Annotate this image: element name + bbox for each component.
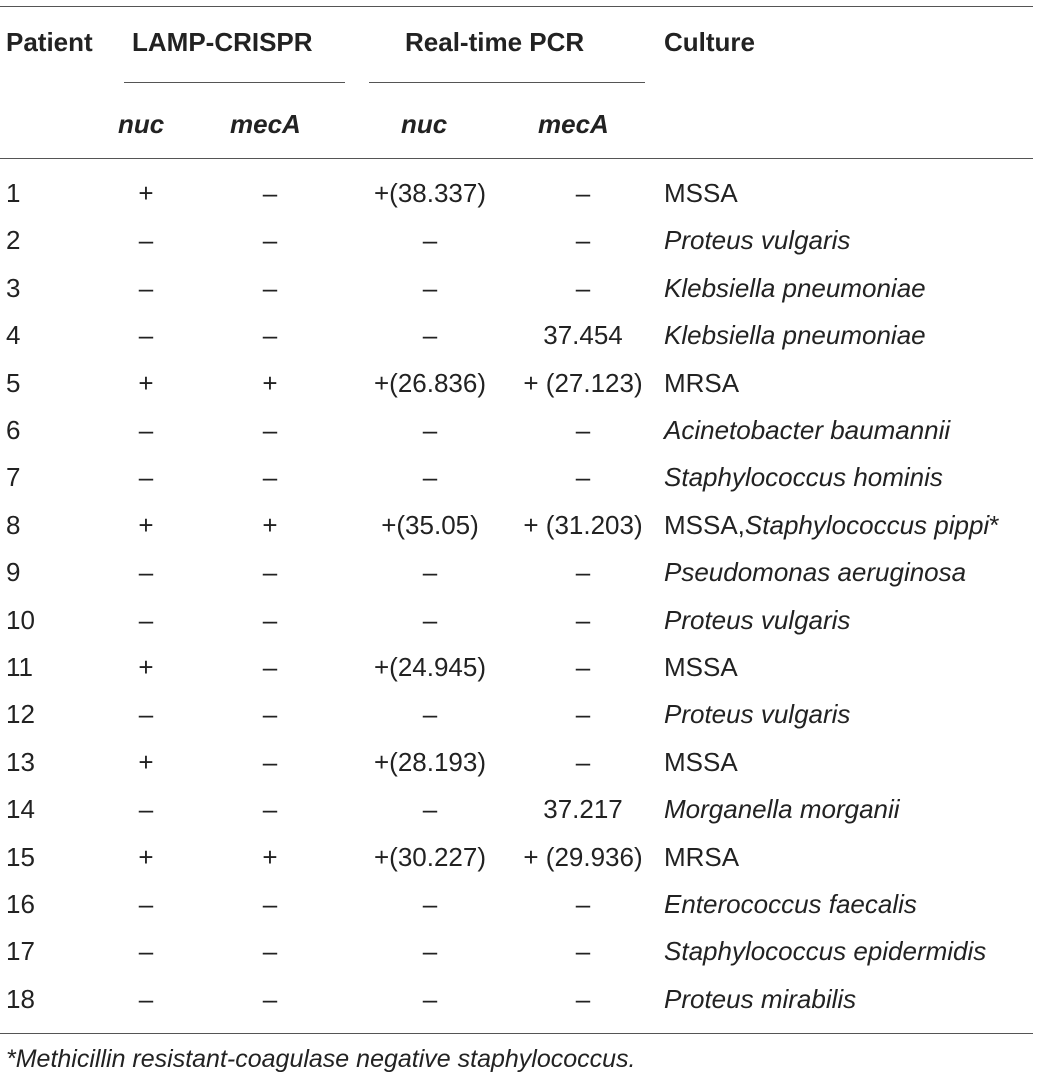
cell-patient: 16 (6, 889, 35, 919)
cell-pcr-meca: + (31.203) (523, 510, 643, 540)
table-row (0, 170, 1039, 217)
table-row (0, 502, 1039, 549)
culture-name: Proteus vulgaris (664, 699, 851, 729)
cell-culture (664, 928, 986, 975)
culture-name: Proteus vulgaris (664, 225, 851, 255)
cell-culture (664, 691, 850, 738)
culture-suffix: * (989, 510, 1000, 540)
footnote: *Methicillin resistant-coagulase negative staphylococcus. (6, 1045, 636, 1073)
culture-prefix: MSSA, (664, 510, 745, 540)
cell-lamp-meca: + (262, 842, 278, 872)
cell-lamp-nuc: – (138, 699, 154, 729)
cell-culture (664, 976, 856, 1023)
cell-lamp-nuc: – (138, 320, 154, 350)
cell-lamp-meca: – (262, 699, 278, 729)
cell-culture (664, 312, 926, 359)
culture-name: MSSA (664, 652, 738, 682)
cell-lamp-nuc: + (138, 178, 154, 208)
cell-pcr-nuc: – (422, 273, 438, 303)
culture-name: Enterococcus faecalis (664, 889, 917, 919)
cell-lamp-meca: – (262, 462, 278, 492)
header-rule (0, 158, 1033, 159)
cell-patient: 14 (6, 794, 35, 824)
cell-patient: 1 (6, 178, 21, 208)
cell-pcr-nuc: – (422, 462, 438, 492)
cell-lamp-meca: – (262, 273, 278, 303)
cell-culture (664, 549, 966, 596)
cell-lamp-meca: – (262, 984, 278, 1014)
subheader-pcr-meca: mecA (538, 109, 609, 139)
cell-culture (664, 217, 850, 264)
cell-lamp-nuc: + (138, 510, 154, 540)
cell-pcr-nuc: – (422, 557, 438, 587)
cell-pcr-nuc: +(30.227) (373, 842, 487, 872)
table-row (0, 881, 1039, 928)
top-rule (0, 6, 1033, 7)
cell-lamp-nuc: – (138, 273, 154, 303)
cell-lamp-meca: – (262, 415, 278, 445)
culture-name: MRSA (664, 842, 740, 872)
cell-patient: 8 (6, 510, 21, 540)
cell-pcr-meca: – (575, 462, 591, 492)
cell-lamp-nuc: + (138, 842, 154, 872)
culture-name: Klebsiella pneumoniae (664, 320, 926, 350)
cell-pcr-meca: – (575, 605, 591, 635)
cell-lamp-nuc: – (138, 557, 154, 587)
bottom-rule (0, 1033, 1033, 1034)
table-row (0, 265, 1039, 312)
cell-patient: 17 (6, 936, 35, 966)
cell-lamp-nuc: – (138, 984, 154, 1014)
cell-pcr-meca: – (575, 936, 591, 966)
table-row (0, 786, 1039, 833)
table-row (0, 360, 1039, 407)
table-row (0, 834, 1039, 881)
table-row (0, 928, 1039, 975)
cell-patient: 13 (6, 747, 35, 777)
subheader-lamp-nuc: nuc (118, 109, 165, 139)
cell-lamp-nuc: – (138, 889, 154, 919)
table-row (0, 407, 1039, 454)
culture-name: Staphylococcus epidermidis (664, 936, 987, 966)
cell-pcr-nuc: – (422, 605, 438, 635)
cell-culture (664, 597, 850, 644)
culture-name: Pseudomonas aeruginosa (664, 557, 967, 587)
table-row (0, 976, 1039, 1023)
culture-name: Morganella morganii (664, 794, 900, 824)
cell-culture (664, 407, 950, 454)
culture-name: MSSA (664, 178, 738, 208)
header-patient: Patient (6, 27, 93, 57)
real-time-pcr-underline (369, 82, 645, 83)
table-row (0, 217, 1039, 264)
cell-pcr-meca: – (575, 747, 591, 777)
cell-pcr-meca: – (575, 178, 591, 208)
cell-patient: 12 (6, 699, 35, 729)
cell-pcr-nuc: – (422, 415, 438, 445)
cell-lamp-nuc: + (138, 747, 154, 777)
cell-pcr-nuc: +(28.193) (373, 747, 487, 777)
cell-pcr-meca: – (575, 652, 591, 682)
culture-name: MRSA (664, 368, 740, 398)
header-culture: Culture (664, 27, 755, 57)
cell-pcr-meca: – (575, 889, 591, 919)
cell-pcr-meca: + (29.936) (523, 842, 643, 872)
cell-patient: 3 (6, 273, 21, 303)
cell-patient: 10 (6, 605, 35, 635)
cell-pcr-nuc: – (422, 936, 438, 966)
cell-culture (664, 881, 917, 928)
cell-pcr-nuc: – (422, 984, 438, 1014)
cell-pcr-nuc: – (422, 320, 438, 350)
cell-pcr-nuc: – (422, 225, 438, 255)
subheader-lamp-meca: mecA (230, 109, 301, 139)
cell-lamp-meca: + (262, 510, 278, 540)
cell-lamp-meca: – (262, 225, 278, 255)
table-row (0, 549, 1039, 596)
cell-culture (664, 502, 999, 549)
cell-pcr-meca: 37.217 (543, 794, 623, 824)
cell-culture (664, 265, 926, 312)
cell-pcr-nuc: +(35.05) (381, 510, 479, 540)
cell-pcr-nuc: – (422, 889, 438, 919)
cell-lamp-meca: – (262, 178, 278, 208)
table-row (0, 597, 1039, 644)
table-row (0, 644, 1039, 691)
cell-lamp-nuc: – (138, 794, 154, 824)
cell-lamp-meca: – (262, 557, 278, 587)
cell-patient: 2 (6, 225, 21, 255)
cell-pcr-meca: – (575, 273, 591, 303)
cell-pcr-nuc: – (422, 699, 438, 729)
cell-pcr-nuc: +(24.945) (373, 652, 487, 682)
cell-culture (664, 360, 739, 407)
cell-culture (664, 786, 900, 833)
table-row (0, 691, 1039, 738)
cell-culture (664, 644, 738, 691)
cell-pcr-nuc: – (422, 794, 438, 824)
cell-lamp-meca: – (262, 605, 278, 635)
cell-lamp-meca: – (262, 652, 278, 682)
cell-patient: 18 (6, 984, 35, 1014)
cell-lamp-meca: – (262, 794, 278, 824)
cell-pcr-meca: – (575, 699, 591, 729)
culture-name: Staphylococcus hominis (664, 462, 943, 492)
cell-lamp-nuc: + (138, 368, 154, 398)
cell-pcr-meca: – (575, 225, 591, 255)
cell-culture (664, 834, 739, 881)
subheader-pcr-nuc: nuc (401, 109, 448, 139)
cell-lamp-nuc: – (138, 225, 154, 255)
cell-pcr-meca: – (575, 415, 591, 445)
culture-name: Proteus vulgaris (664, 605, 851, 635)
cell-lamp-nuc: – (138, 415, 154, 445)
cell-culture (664, 454, 943, 501)
cell-lamp-nuc: + (138, 652, 154, 682)
table-row (0, 739, 1039, 786)
cell-culture (664, 739, 738, 786)
header-lamp-crispr: LAMP-CRISPR (132, 27, 313, 57)
cell-lamp-meca: – (262, 320, 278, 350)
cell-lamp-nuc: – (138, 462, 154, 492)
cell-lamp-meca: – (262, 889, 278, 919)
table-row (0, 454, 1039, 501)
cell-lamp-meca: – (262, 747, 278, 777)
culture-name: MSSA (664, 747, 738, 777)
cell-patient: 4 (6, 320, 21, 350)
cell-lamp-meca: – (262, 936, 278, 966)
cell-patient: 6 (6, 415, 21, 445)
cell-pcr-meca: – (575, 984, 591, 1014)
cell-pcr-meca: 37.454 (543, 320, 623, 350)
cell-pcr-nuc: +(38.337) (373, 178, 487, 208)
cell-patient: 7 (6, 462, 21, 492)
cell-patient: 9 (6, 557, 21, 587)
header-real-time-pcr: Real-time PCR (405, 27, 585, 57)
culture-name: Klebsiella pneumoniae (664, 273, 926, 303)
cell-pcr-nuc: +(26.836) (373, 368, 487, 398)
cell-lamp-nuc: – (138, 605, 154, 635)
cell-patient: 11 (6, 652, 33, 682)
cell-lamp-meca: + (262, 368, 278, 398)
cell-lamp-nuc: – (138, 936, 154, 966)
cell-pcr-meca: – (575, 557, 591, 587)
cell-patient: 15 (6, 842, 35, 872)
culture-name: Acinetobacter baumannii (664, 415, 951, 445)
culture-name: Proteus mirabilis (664, 984, 857, 1014)
cell-culture (664, 170, 738, 217)
cell-patient: 5 (6, 368, 21, 398)
cell-pcr-meca: + (27.123) (523, 368, 643, 398)
table-row (0, 312, 1039, 359)
culture-name: Staphylococcus pippi (744, 510, 990, 540)
lamp-crispr-underline (124, 82, 345, 83)
